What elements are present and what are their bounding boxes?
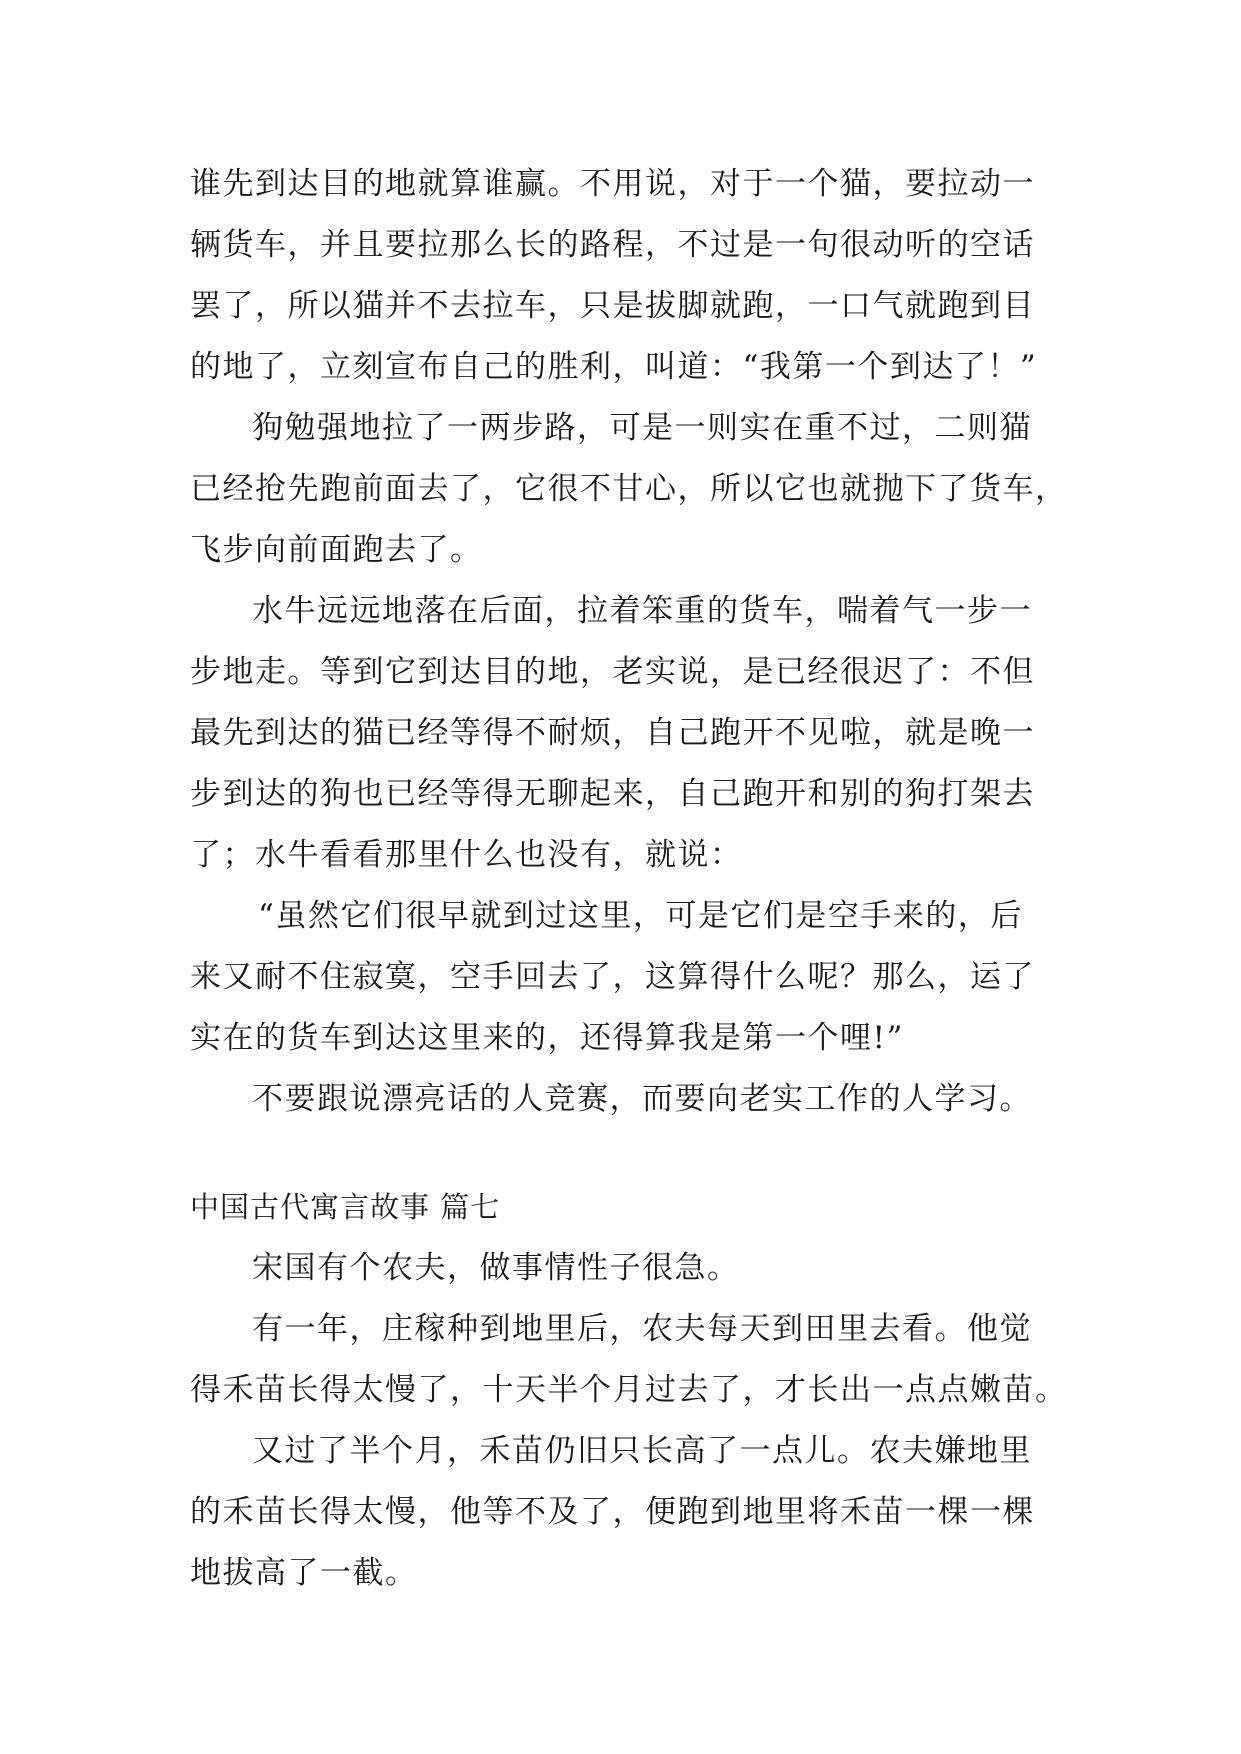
text-line: 有一年，庄稼种到地里后，农夫每天到田里去看。他觉 <box>252 1311 1032 1347</box>
paragraph-dog <box>190 398 1070 581</box>
text-line: 了；水牛看看那里什么也没有，就说： <box>190 837 743 873</box>
text-line: 步地走。等到它到达目的地，老实说，是已经很迟了：不但 <box>190 654 1035 690</box>
text-line: 水牛远远地落在后面，拉着笨重的货车，喘着气一步一 <box>252 593 1032 629</box>
section-spacer <box>190 1130 1070 1177</box>
text-line: 罢了，所以猫并不去拉车，只是拔脚就跑，一口气就跑到目 <box>190 288 1035 324</box>
text-line: 不要跟说漂亮话的人竞赛，而要向老实工作的人学习。 <box>252 1081 1032 1117</box>
text-line: 步到达的狗也已经等得无聊起来，自己跑开和别的狗打架去 <box>190 776 1035 812</box>
text-line: 辆货车，并且要拉那么长的路程，不过是一句很动听的空话 <box>190 227 1035 263</box>
text-line: 飞步向前面跑去了。 <box>190 532 483 568</box>
text-line: 的地了，立刻宣布自己的胜利，叫道：“我第一个到达了！” <box>190 349 1038 385</box>
text-line: 宋国有个农夫，做事情性子很急。 <box>252 1250 740 1286</box>
paragraph-buffalo <box>190 581 1070 886</box>
section-heading: 中国古代寓言故事 篇七 <box>190 1190 501 1224</box>
text-line: 地拔高了一截。 <box>190 1555 418 1591</box>
text-line: 来又耐不住寂寞，空手回去了，这算得什么呢？那么，运了 <box>190 959 1035 995</box>
text-line: 又过了半个月，禾苗仍旧只长高了一点儿。农夫嫌地里 <box>252 1433 1032 1469</box>
text-line: 狗勉强地拉了一两步路，可是一则实在重不过，二则猫 <box>252 410 1032 446</box>
text-line: 的禾苗长得太慢，他等不及了，便跑到地里将禾苗一棵一棵 <box>190 1494 1035 1530</box>
text-line: 得禾苗长得太慢了，十天半个月过去了，才长出一点点嫩苗。 <box>190 1372 1068 1408</box>
paragraph-cat-wins <box>190 154 1070 398</box>
paragraph-farmer-intro <box>190 1238 1070 1299</box>
paragraph-moral <box>190 1069 1070 1130</box>
paragraph-farmer-watching <box>190 1299 1070 1421</box>
text-line: 谁先到达目的地就算谁赢。不用说，对于一个猫，要拉动一 <box>190 166 1035 202</box>
paragraph-buffalo-quote <box>190 886 1070 1069</box>
text-line: 最先到达的猫已经等得不耐烦，自己跑开不见啦，就是晚一 <box>190 715 1035 751</box>
paragraph-farmer-pulling <box>190 1421 1070 1604</box>
text-line: 实在的货车到达这里来的，还得算我是第一个哩!” <box>190 1020 904 1056</box>
text-line: 已经抢先跑前面去了，它很不甘心，所以它也就抛下了货车， <box>190 471 1068 507</box>
document-body <box>190 154 1070 1604</box>
text-line: “虽然它们很早就到过这里，可是它们是空手来的，后 <box>258 898 1023 934</box>
